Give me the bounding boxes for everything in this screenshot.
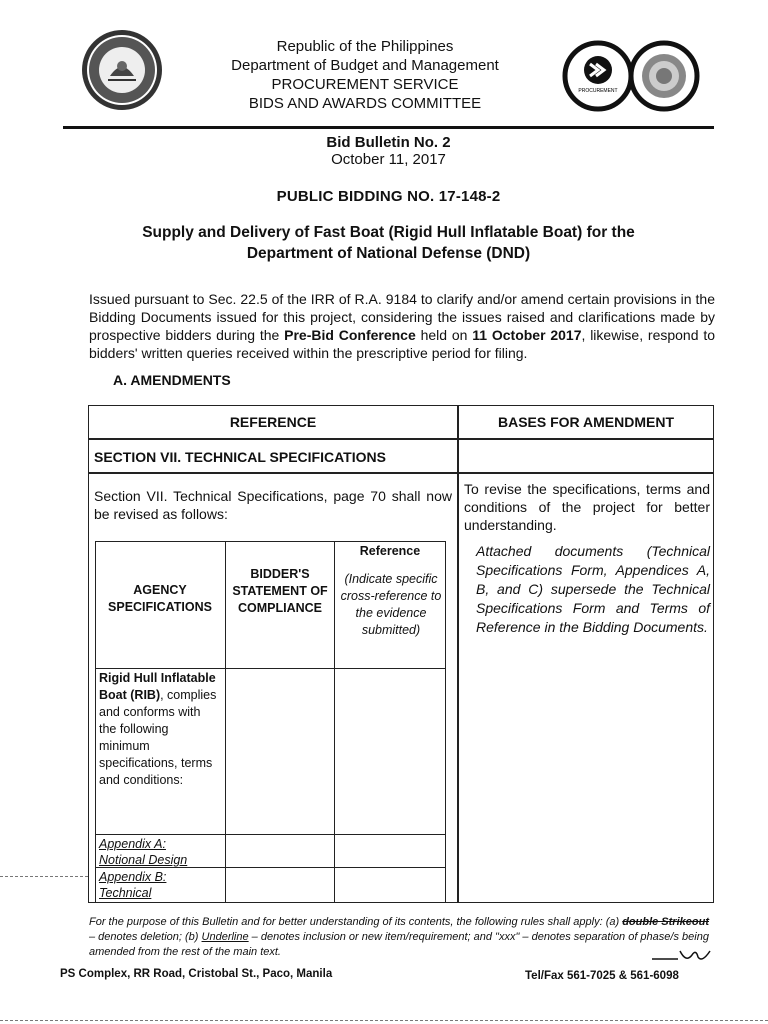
bases-italic-note: Attached documents (Technical Specifications Form, Appendices A, B, and C) supersede the Technical Specifications Form and Terms of Reference in the Bidding Documents. [476,543,710,635]
footnote-text-2: – denotes deletion; (b) [89,931,202,943]
bidding-number: PUBLIC BIDDING NO. 17-148-2 [276,188,501,205]
rib-text: , complies and conforms with the following minimum specifications, terms and conditions: [99,688,217,787]
bases-header: BASES FOR AMENDMENT [497,414,675,430]
dbm-seal-logo [80,28,164,112]
section-vii-body: Section VII. Technical Specifications, page 70 shall now be revised as follows: [94,488,452,522]
bulletin-number: Bid Bulletin No. 2 [326,134,451,151]
footnote-underline: Underline [201,931,249,943]
initials-signature [650,945,714,970]
table-divider-header [89,438,713,440]
footnote-rules [89,915,713,960]
scan-artifact-line [0,876,88,877]
header-republic: Republic of the Philippines [276,38,454,55]
section-vii-title: SECTION VII. TECHNICAL SPECIFICATIONS [94,449,386,465]
footer-tel: Tel/Fax 561-7025 & 561-6098 [525,970,679,982]
header-rule [63,126,714,129]
footnote-text-1: For the purpose of this Bulletin and for better understanding of its contents, the following rules shall apply: (a) [89,916,623,928]
appendix-a: Appendix A: Notional Design [99,837,188,867]
intro-text-3: , likewise, respond to bidders' written queries received within the prescriptive period for filing. [89,327,715,361]
footnote-text-3: – denotes inclusion or new item/requirement; and "xxx" – denotes separation of phase/s being amended from the rest of the main text. [89,931,709,958]
col-agency-specs: AGENCY SPECIFICATIONS [108,583,212,614]
project-title-line1: Supply and Delivery of Fast Boat (Rigid Hull Inflatable Boat) for the [142,224,635,241]
col-reference-title: Reference [359,544,421,558]
col-bidders-statement: BIDDER'S STATEMENT OF COMPLIANCE [232,567,328,615]
intro-bold-conference: Pre-Bid Conference [284,327,416,343]
header-bac: BIDS AND AWARDS COMMITTEE [248,95,482,112]
footnote-strikeout: double Strikeout [622,916,709,928]
rib-bold: Rigid Hull Inflatable Boat (RIB) [99,671,216,702]
intro-paragraph [89,290,715,362]
header-procurement: PROCUREMENT SERVICE [271,76,459,93]
section-a-heading: A. AMENDMENTS [113,372,231,388]
table-divider-vertical [457,406,459,902]
scan-bottom-line [0,1020,768,1021]
intro-bold-date: 11 October 2017 [472,327,582,343]
appendix-b: Appendix B: Technical [99,870,167,900]
table-divider-section [89,472,713,474]
intro-text-1: Issued pursuant to Sec. 22.5 of the IRR of R.A. 9184 to clarify and/or amend certain provisions in the Bidding Documents issued for this project, considering the issues raised and clarifications made by prospective bidders during the [89,291,715,343]
bases-body: To revise the specifications, terms and conditions of the project for better understanding. [464,481,710,533]
reference-header: REFERENCE [229,414,317,430]
svg-text:PROCUREMENT: PROCUREMENT [578,88,618,94]
col-reference-note: (Indicate specific cross-reference to the evidence submitted) [340,572,442,637]
intro-text-2: held on [415,327,473,343]
rib-spec-cell [99,670,217,789]
bulletin-date: October 11, 2017 [331,151,446,168]
ps-logos [562,40,702,112]
spec-col-divider-2 [334,542,335,902]
project-title-line2: Department of National Defense (DND) [246,245,531,262]
header-department: Department of Budget and Management [231,57,499,74]
project-title [63,222,714,264]
footer-address: PS Complex, RR Road, Cristobal St., Paco, Manila [60,968,333,980]
